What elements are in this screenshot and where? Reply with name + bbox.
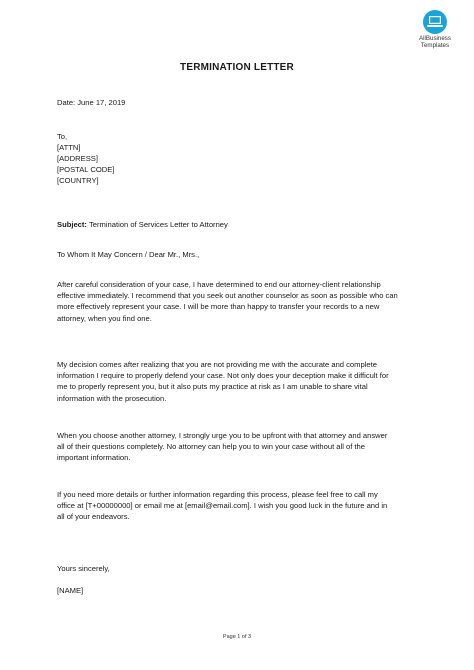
closing: Yours sincerely, [57,564,110,573]
paragraph-line: information I require to properly defend your case. Not only does your deception make it difficult for [57,371,389,381]
recipient-attn: [ATTN] [57,143,81,152]
paragraph-line: After careful consideration of your case, I have determined to end our attorney-client relationship [57,280,381,289]
brand-logo [408,10,462,49]
body-paragraph-3 [57,430,422,464]
paragraph-line: all of their questions completely. No attorney can help you to win your case without all of the [57,442,365,452]
paragraph-line: me to properly represent you, but it also puts my practice at risk as I am unable to share vital [57,382,368,392]
recipient-address: [ADDRESS] [57,154,98,163]
paragraph-line: My decision comes after realizing that you are not providing me with the accurate and complete [57,360,377,369]
paragraph-line: attorney, when you find one. [57,313,152,323]
brand-line1: AllBusiness [419,35,451,42]
body-paragraph-1 [57,279,422,324]
recipient-to: To, [57,132,68,141]
paragraph-line: effective immediately. I recommend that you seek out another counselor as soon as possible who can [57,291,398,301]
page-number: Page 1 of 3 [222,634,252,640]
paragraph-line: When you choose another attorney, I strongly urge you to be upfront with that attorney and answer [57,431,388,440]
brand-line2: Templates [420,42,450,49]
body-paragraph-2 [57,359,422,404]
subject-line [57,219,228,230]
paragraph-line: important information. [57,453,131,463]
paragraph-line: If you need more details or further information regarding this process, please feel free to call my [57,490,378,499]
recipient-postal-code: [POSTAL CODE] [57,165,115,174]
body-paragraph-4 [57,489,422,523]
paragraph-line: all of your endeavors. [57,512,130,522]
letter-date: Date: June 17, 2019 [57,98,126,107]
salutation: To Whom It May Concern / Dear Mr., Mrs., [57,250,200,259]
paragraph-line: information with the prosecution. [57,393,167,403]
paragraph-line: more effectively represent your case. I will be more than happy to transfer your records to a new [57,302,380,312]
laptop-icon [423,10,447,34]
subject-text: Termination of Services Letter to Attorney [88,220,228,229]
signature-name: [NAME] [57,586,84,595]
subject-label: Subject: [57,220,87,229]
letter-title: TERMINATION LETTER [180,62,294,73]
paragraph-line: office at [T+00000000] or email me at [email@email.com]. I wish you good luck in the future and in [57,501,388,511]
recipient-country: [COUNTRY] [57,176,99,185]
